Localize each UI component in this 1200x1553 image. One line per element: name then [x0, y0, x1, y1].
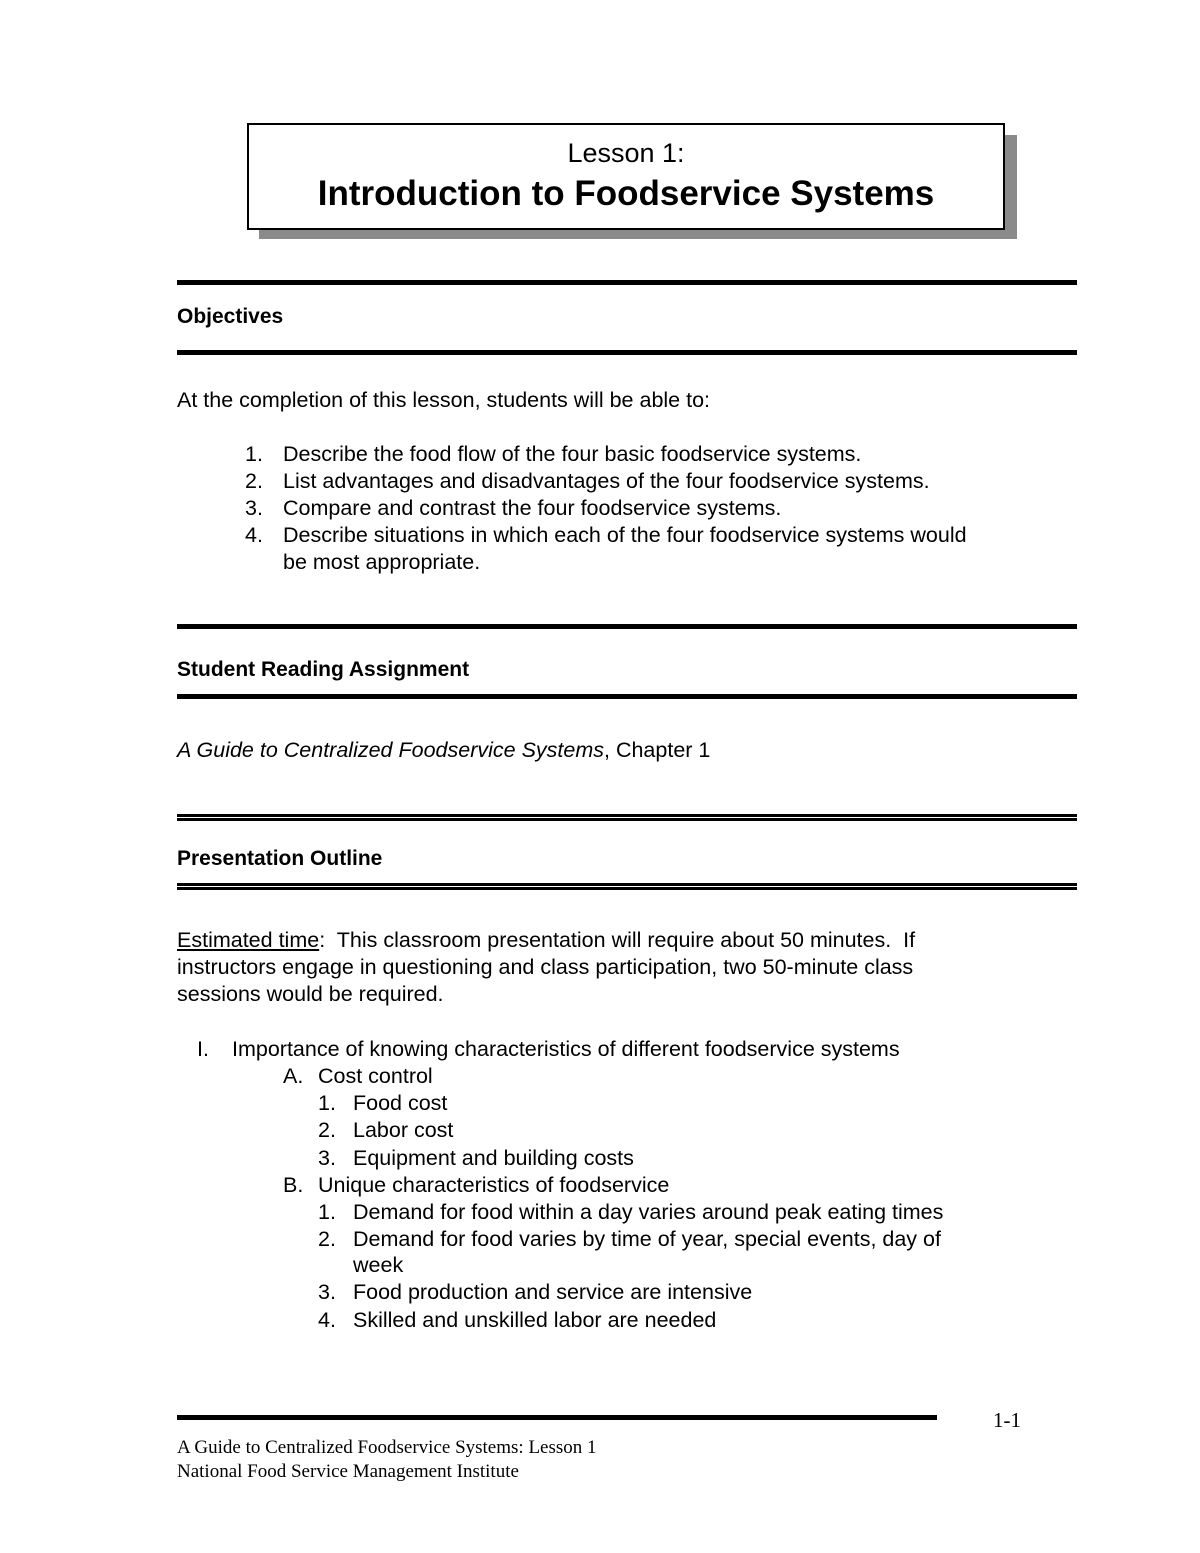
outline-item-text: Importance of knowing characteristics of different foodservice systems [232, 1037, 900, 1061]
outline-number: 1. [318, 1091, 336, 1115]
section-divider [177, 624, 1077, 629]
outline-number-text: Food cost [353, 1091, 448, 1115]
reading-assignment [177, 737, 710, 764]
outline-number-text: Labor cost [353, 1118, 454, 1142]
section-divider [177, 694, 1077, 699]
outline-subitem-label: B. [283, 1173, 304, 1197]
reading-heading: Student Reading Assignment [177, 658, 470, 681]
outline-number: 2. [318, 1118, 336, 1142]
list-item-continuation: be most appropriate. [283, 550, 481, 574]
outline-number: 3. [318, 1280, 336, 1304]
outline-item: I. [197, 1037, 209, 1061]
section-divider [177, 280, 1077, 285]
outline-number-text: Demand for food varies by time of year, special events, day of [353, 1227, 941, 1251]
outline-heading: Presentation Outline [177, 847, 383, 870]
outline-number-text: Skilled and unskilled labor are needed [353, 1308, 717, 1332]
objectives-heading: Objectives [177, 305, 284, 328]
outline-number: 2. [318, 1227, 336, 1251]
outline-subitem-label: A. [283, 1064, 304, 1088]
outline-subitem-text: Unique characteristics of foodservice [318, 1173, 670, 1197]
list-item: 3. Compare and contrast the four foodservice systems. [245, 496, 782, 520]
list-item: 1. Describe the food flow of the four basic foodservice systems. [245, 442, 862, 466]
page-number: 1-1 [993, 1408, 1021, 1432]
footer-line: A Guide to Centralized Foodservice Systems: Lesson 1 [177, 1437, 597, 1458]
outline-number-text: Equipment and building costs [353, 1146, 634, 1170]
section-divider-double [177, 814, 1077, 821]
reading-book-title: A Guide to Centralized Foodservice Systems [177, 738, 604, 762]
outline-number-continuation: week [353, 1253, 404, 1277]
outline-subitem-text: Cost control [318, 1064, 433, 1088]
footer-line: National Food Service Management Institute [177, 1461, 519, 1482]
outline-number-text: Food production and service are intensive [353, 1280, 753, 1304]
section-divider [177, 350, 1077, 355]
footer-divider [177, 1415, 937, 1420]
page-title: Introduction to Foodservice Systems [317, 174, 935, 213]
lesson-number: Lesson 1: [567, 138, 685, 168]
objectives-list [245, 441, 967, 576]
estimated-time-label: Estimated time [177, 928, 320, 952]
outline-number: 3. [318, 1146, 336, 1170]
estimated-time: Estimated time: This classroom presentation will require about 50 minutes. If instructors engage in questioning and class participation, two 50-minute class sessions would be required. [177, 928, 916, 1006]
list-item: 2. List advantages and disadvantages of the four foodservice systems. [245, 469, 930, 493]
reading-chapter: , Chapter 1 [604, 738, 711, 762]
outline-number-text: Demand for food within a day varies around peak eating times [353, 1200, 944, 1224]
outline-number: 1. [318, 1200, 336, 1224]
list-item: 4. Describe situations in which each of the four foodservice systems would [245, 523, 967, 547]
outline-number: 4. [318, 1308, 336, 1332]
section-divider-double [177, 883, 1077, 890]
objectives-intro: At the completion of this lesson, students will be able to: [177, 388, 711, 412]
title-box [247, 123, 1005, 230]
